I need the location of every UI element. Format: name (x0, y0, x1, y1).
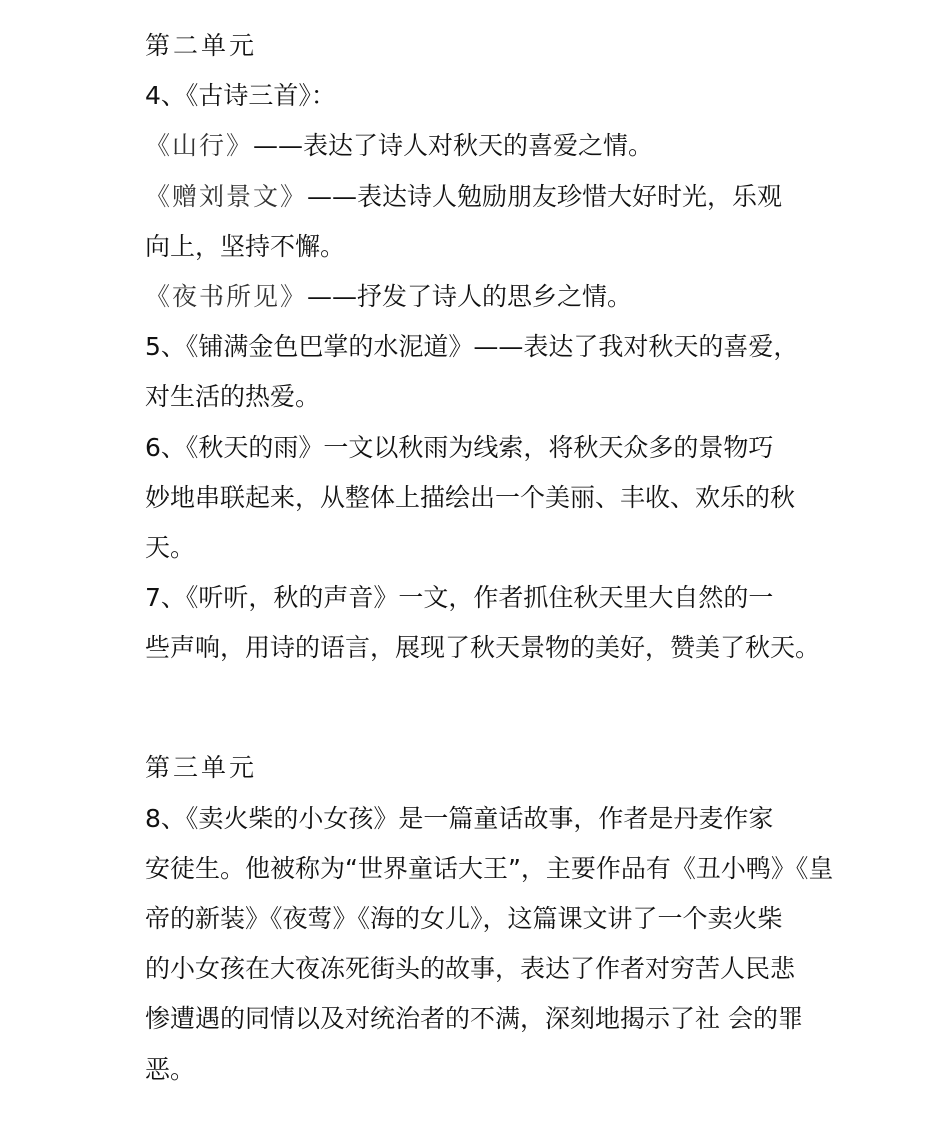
item-5-line-2: 对生活的热爱。 (145, 382, 321, 412)
item-8-line-3: 帝的新装》《夜莺》《海的女儿》，这篇课文讲了一个卖火柴 (145, 904, 783, 933)
poem-3-line (145, 272, 825, 322)
item-6-line-2: 妙地串联起来，从整体上描绘出一个美丽、丰收、欢乐的秋 (145, 482, 796, 512)
unit-3-heading: 第三单元 (145, 753, 258, 783)
poem-1-line (145, 121, 825, 171)
document-page (145, 21, 834, 1095)
item-7-line-1: 7、《听听，秋的声音》一文，作者抓住秋天里大自然的一 (145, 583, 774, 613)
poem-2-title: 《赠刘景文》 (145, 181, 308, 211)
poem-2-text-line-2: 向上，坚持不懈。 (145, 231, 346, 261)
poem-3-title: 《夜书所见》 (145, 281, 308, 311)
item-7-line-2: 些声响，用诗的语言，展现了秋天景物的美好，赞美了秋天。 (145, 633, 821, 663)
poem-2-text-line-1: ——表达诗人勉励朋友珍惜大好时光，乐观 (307, 181, 783, 211)
poem-2-line (145, 172, 825, 222)
item-4-title: 4、《古诗三首》： (145, 81, 336, 111)
item-5-line-1: 5、《铺满金色巴掌的水泥道》——表达了我对秋天的喜爱， (145, 332, 799, 362)
item-8-line-6: 恶。 (145, 1054, 196, 1084)
item-8-line-5: 惨遭遇的同情以及对统治者的不满，深刻地揭示了社 会的罪 (145, 1004, 803, 1034)
unit-2-heading: 第二单元 (145, 31, 258, 60)
item-8-line-1: 8、《卖火柴的小女孩》是一篇童话故事，作者是丹麦作家 (145, 803, 774, 833)
section-spacer (145, 673, 825, 743)
item-6-line-3: 天。 (145, 532, 196, 562)
poem-1-title: 《山行》 (145, 131, 254, 161)
poem-3-text: ——抒发了诗人的思乡之情。 (307, 281, 633, 311)
item-8-line-4: 的小女孩在大夜冻死街头的故事，表达了作者对穷苦人民悲 (145, 954, 796, 984)
poem-1-text: ——表达了诗人对秋天的喜爱之情。 (253, 131, 654, 161)
item-6-line-1: 6、《秋天的雨》一文以秋雨为线索，将秋天众多的景物巧 (145, 432, 774, 462)
item-8-line-2: 安徒生。他被称为“世界童话大王”，主要作品有《丑小鸭》《皇 (145, 853, 834, 883)
